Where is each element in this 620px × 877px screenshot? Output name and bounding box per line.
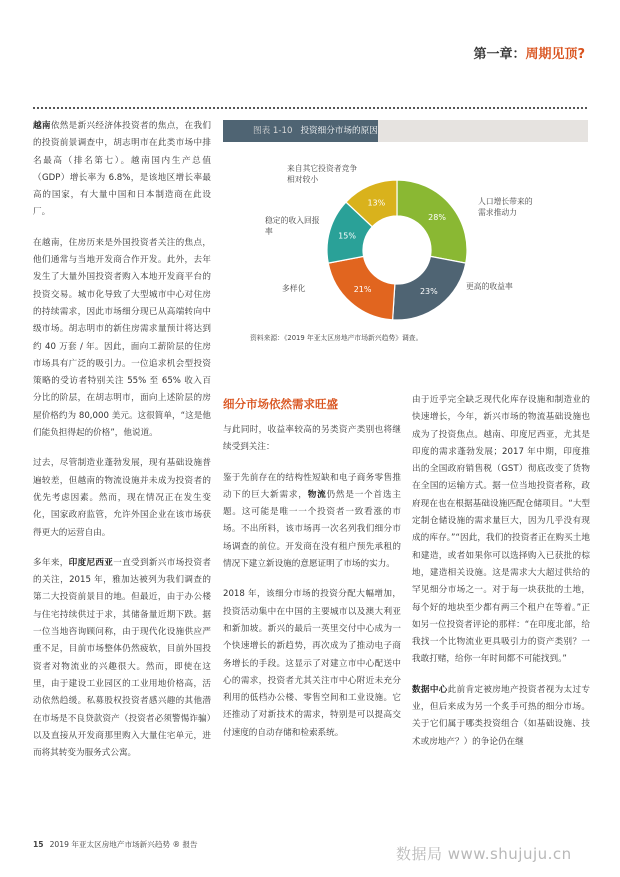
paragraph-indonesia — [33, 555, 211, 763]
donut-chart — [323, 176, 471, 324]
paragraph-vietnam-housing: 在越南，住房历来是外国投资者关注的焦点，他们通常与当地开发商合作开发。此外，去年发生了大量外国投资者购入本地开发商平台的投资交易。城市化导致了大型城市中心对住房的持续需求，因此市场细分现已从高端转向中级市场。胡志明市的新住房需求量预计将达到约 40 万套 / 年。因此，面向工薪阶层的住房市场具有广泛的吸引力。一位追求机会型投资策略的受访者特别关注 55% 至 65% 收入百分比的阶层，在胡志明市，面向上述阶层的房屋价格约为 80,000 美元。这很简单，“这是他们能负担得起的价格”，他说道。 — [33, 237, 211, 439]
figure-number: 图表 1-10 — [253, 126, 293, 136]
column-middle — [223, 397, 401, 755]
legend-label-3: 稳定的收入回报率 — [265, 216, 320, 236]
legend-label-2: 多样化 — [282, 284, 306, 293]
bold-vietnam: 越南 — [33, 121, 51, 131]
donut-label-2: 21% — [353, 285, 372, 295]
donut-label-1: 23% — [419, 287, 438, 297]
paragraph-vietnam-logistics: 过去，尽管制造业蓬勃发展，现有基础设施普遍较差，但越南的物流设施并未成为投资者的优先考虑因素。然而，现在情况正在发生变化，国家政府监管，允许外国企业在该市场获得更大的运营自由。 — [33, 458, 211, 538]
figure-source: 资料来源：《2019 年亚太区房地产市场新兴趋势》调查。 — [250, 334, 423, 342]
text-indonesia-start: 多年来， — [33, 557, 69, 568]
paragraph-yield: 与此同时，收益率较高的另类资产类别也将继续受到关注： — [223, 425, 401, 453]
watermark: 数据局 www.shujuju.cn — [396, 845, 572, 863]
chapter-title: 周期见顶? — [525, 47, 585, 62]
text-indonesia: 一直受到新兴市场投资者的关注，2015 年，雅加达被列为我们调查的第二大投资前景目的地。但最近，由于办公楼与住宅持续供过于求，其储备量近期下跌。据一位当地咨询顾问称，由于现代化设施供应严重不足，目前市场整体仍然疲软，目前外国投资者对物流业的兴趣很大。然而，即使在这里，由于建设工业园区的工业用地价格高，活动依然趋缓。私募股权投资者感兴趣的其他潜在市场是不良贷款资产（投资者必须警惕诈骗）以及直接从开发商那里购入大量住宅单元，进而将其转变为服务式公寓。 — [33, 557, 211, 759]
chapter-header — [473, 43, 585, 62]
chapter-label: 第一章： — [473, 47, 526, 62]
figure-title: 投资细分市场的原因 — [300, 126, 378, 136]
page-footer — [33, 839, 198, 850]
text-vietnam-intro: 依然是新兴经济体投资者的焦点，在我们的投资前景调查中，胡志明市在此类市场中排名最高（排名第七）。越南国内生产总值（GDP）增长率为 6.8%，是该地区增长率最高的国家，有大量中国和日本制造商在此设厂。 — [33, 121, 211, 218]
text-logistics-b: 仍然是一个首选主题。这可能是唯一一个投资者一致看涨的市场。不出所料，该市场再一次名列我们细分市场调查的前位。开发商在没有租户预先承租的情况下建立新设施的意愿证明了市场的实力。 — [223, 489, 401, 570]
figure-tab — [223, 120, 378, 142]
text-logistics-a: 鉴于先前存在的结构性短缺和电子商务零售推动下的巨大新需求， — [223, 472, 401, 500]
paragraph-data-centers — [412, 682, 590, 751]
text-data-centers: 此前肯定被房地产投资者视为太过专业，但后来成为另一个炙手可热的细分市场。关于它们属于哪类投资组合（如基础设施、技术或房地产？）的争论仍在继 — [412, 684, 590, 747]
legend-label-1: 更高的收益率 — [466, 282, 513, 291]
bold-data-centers: 数据中心 — [412, 684, 448, 695]
column-left — [33, 118, 211, 775]
column-right — [412, 392, 590, 764]
report-name: 2019 年亚太区房地产市场新兴趋势 ® 报告 — [49, 840, 198, 849]
paragraph-2018: 2018 年，该细分市场的投资分配大幅增加，投资活动集中在中国的主要城市以及澳大利亚和新加坡。新兴的最后一英里交付中心成为一个快速增长的新趋势，再次成为了推动电子商务增长的手段。这显示了对建立市中心配送中心的需求，投资者尤其关注市中心附近未充分利用的低档办公楼、零售空间和工业设施。它还推动了对新技术的需求，特别是可以提高交付速度的自动存储和检索系统。 — [223, 589, 401, 738]
dotted-divider — [33, 107, 587, 109]
donut-label-0: 28% — [428, 212, 446, 222]
donut-label-3: 15% — [338, 231, 356, 241]
section-heading: 细分市场依然需求旺盛 — [223, 397, 338, 411]
bold-logistics: 物流 — [307, 489, 327, 500]
figure-header — [223, 120, 588, 142]
page-number: 15 — [33, 840, 44, 849]
bold-indonesia: 印度尼西亚 — [68, 557, 114, 568]
legend-label-4: 来自其它投资者竞争相对较小 — [287, 164, 358, 184]
paragraph-vietnam-intro — [33, 118, 211, 222]
donut-label-4: 13% — [367, 198, 386, 208]
paragraph-emerging-logistics: 由于近乎完全缺乏现代化库存设施和制造业的快速增长，今年，新兴市场的物流基础设施也成为了投资焦点。越南、印度尼西亚，尤其是印度的需求蓬勃发展；2017 年中期，印度推出的全国政府销售税（GST）彻底改变了货物在全国的运输方式。据一位当地投资者称，政府现在也在根据基础设施匹配仓储项目。“大型定制仓储设施的需求量巨大，因为几乎没有现成的库存。”“因此，我们的投资者正在购买土地和建造，或者如果你可以选择购入已获批的棕地，建造相关设施。这是需求大大超过供给的罕见细分市场之一。对于每一块获批的土地，每个好的地块至少都有两三个租户在等着。”正如另一位投资者评论的那样：“在印度北部，给我找一个比物流业更具吸引力的资产类别？一我敢打赌，给你一年时间都不可能找到。” — [412, 395, 590, 665]
paragraph-logistics — [223, 470, 401, 574]
legend-label-0: 人口增长带来的需求推动力 — [478, 197, 533, 217]
